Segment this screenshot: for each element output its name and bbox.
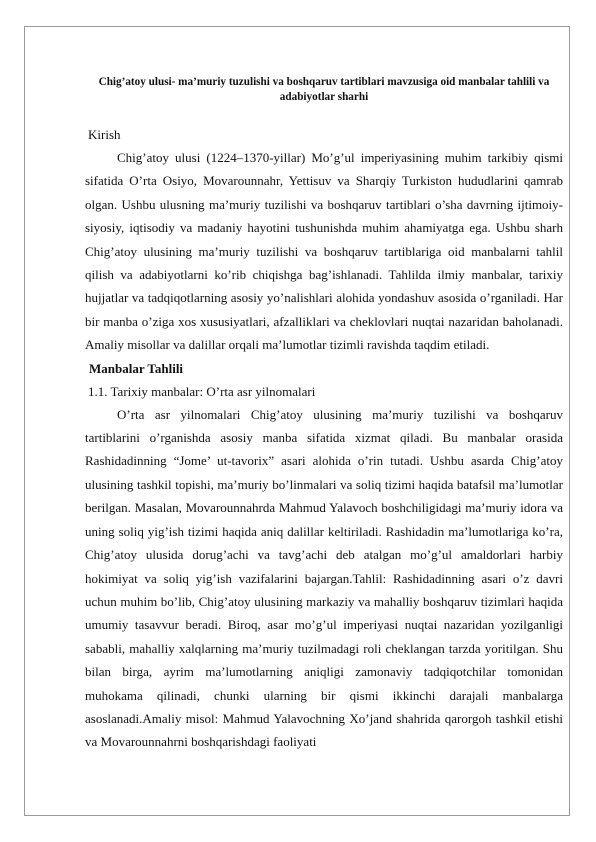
paragraph-intro: Chig’atoy ulusi (1224–1370-yillar) Mo’g’ul imperiyasining muhim tarkibiy qismi sifatida O’rta Osiyo, Movarounnahr, Yettisuv va Sharqiy Turkiston hududlarini qamrab olgan. Ushbu ulusning ma’muriy tuzilishi va boshqaruv tartiblari o’sha davrning ijtimoiy-siyosiy, iqtisodiy va madaniy hayotini tushunishda muhim ahamiyatga ega. Ushbu sharh Chig’atoy ulusining ma’muriy tuzilishi va boshqaruv tartiblariga oid manbalarni tahlil qilish va adabiyotlarni ko’rib chiqishga bag’ishlanadi. Tahlilda ilmiy manbalar, tarixiy hujjatlar va tadqiqotlarning asosiy yo’nalishlari alohida yondashuv asosida o’rganiladi. Har bir manba o’ziga xos xususiyatlari, afzalliklari va cheklovlari nuqtai nazaridan baholanadi. Amaliy misollar va dalillar orqali ma’lumotlar tizimli ravishda taqdim etiladi. (85, 150, 563, 353)
paragraph-1-1: O’rta asr yilnomalari Chig’atoy ulusining ma’muriy tuzilishi va boshqaruv tartiblarini o’rganishda asosiy manba sifatida xizmat qiladi. Bu manbalar orasida Rashidadinning “Jome’ ut-tavorix” asari alohida o’rin tutadi. Ushbu asarda Chig’atoy ulusining tashkil topishi, ma’muriy bo’linmalari va soliq tizimi haqida batafsil ma’lumotlar berilgan. Masalan, Movarounnahrda Mahmud Yalavoch boshchiligidagi ma’muriy idora va uning soliq yig’ish tizimi haqida aniq dalillar keltiriladi. Rashidadin ma’lumotlariga ko’ra, Chig’atoy ulusida dorug’achi va tavg’achi deb atalgan mo’g’ul amaldorlari harbiy hokimiyat va soliq yig’ish vazifalarini bajargan.Tahlil: Rashidadinning asari o’z davri uchun muhim bo’lib, Chig’atoy ulusining markaziy va mahalliy boshqaruv tizimlari haqida umumiy tasavvur beradi. Biroq, asar mo’g’ul imperiyasi nuqtai nazaridan yozilganligi sababli, mahalliy xalqlarning ma’muriy tuzilmadagi roli cheklangan tarzda yoritilgan. Shu bilan birga, ayrim ma’lumotlarning aniqligi zamonaviy tadqiqotchilar tomonidan muhokama qilinadi, chunki ularning bir qismi ikkinchi darajali manbalarga asoslanadi.Amaliy misol: Mahmud Yalavochning Xo’jand shahrida qarorgoh tashkil etishi va Movarounnahrni boshqarishdagi faoliyati (85, 406, 563, 750)
section-heading-intro: Kirish (88, 127, 121, 142)
page-border (24, 26, 570, 816)
document-title: Chig’atoy ulusi- ma’muriy tuzulishi va boshqaruv tartiblari mavzusiga oid manbalar tahlili va adabiyotlar sharhi (98, 76, 550, 103)
section-heading-sources: Manbalar Tahlili (89, 360, 184, 376)
spacer (85, 105, 563, 123)
subsection-heading-1-1: 1.1. Tarixiy manbalar: O’rta asr yilnomalari (88, 383, 316, 399)
document-body (85, 75, 563, 754)
